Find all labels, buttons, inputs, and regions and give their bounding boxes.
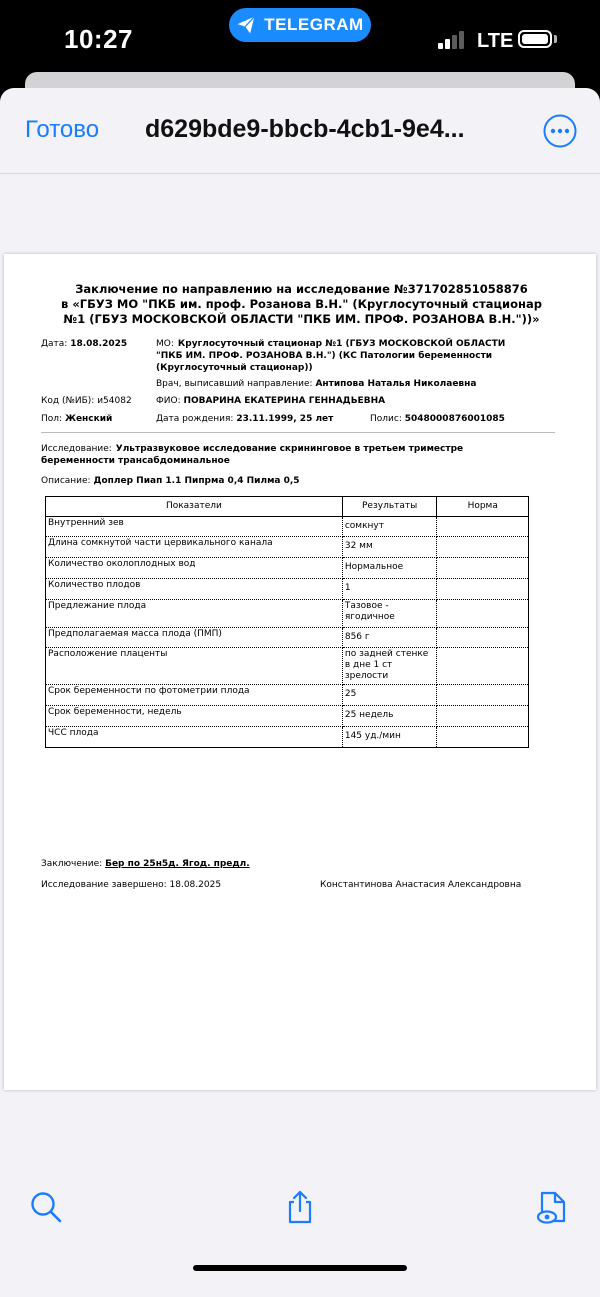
conclusion-field: Заключение: Бер по 25н5д. Ягод. предл.	[41, 859, 250, 869]
table-row	[46, 517, 529, 537]
doctor-field: Врач, выписавший направление: Антипова Наталья Николаевна	[156, 379, 477, 389]
done-button[interactable]: Готово	[25, 116, 100, 143]
document-title: d629bde9-bbcb-4cb1-9e4...	[145, 115, 465, 143]
nav-bar	[0, 88, 600, 174]
norm-cell	[437, 600, 529, 628]
status-bar	[0, 0, 600, 80]
report-title-line: Заключение по направлению на исследование №371702851058876	[75, 282, 528, 296]
description-field: Описание: Доплер Пиап 1.1 Пипрма 0,4 Пилма 0,5	[41, 476, 300, 486]
norm-cell	[437, 648, 529, 685]
param-cell: Количество околоплодных вод	[46, 558, 343, 579]
param-cell: Длина сомкнутой части цервикального канала	[46, 537, 343, 558]
table-row	[46, 537, 529, 558]
result-cell: 25	[342, 685, 437, 706]
preview-document-icon[interactable]	[533, 1189, 571, 1227]
table-row	[46, 727, 529, 748]
cellular-signal-icon	[438, 31, 468, 49]
table-row	[46, 628, 529, 648]
policy-field: Полис: 5048000876001085	[370, 414, 505, 424]
divider	[41, 432, 555, 433]
date-field: Дата: 18.08.2025	[41, 339, 128, 349]
result-cell: 145 уд./мин	[342, 727, 437, 748]
norm-cell	[437, 558, 529, 579]
mo-field: МО: Круглосуточный стационар №1 (ГБУЗ МОСКОВСКОЙ ОБЛАСТИ "ПКБ ИМ. ПРОФ. РОЗАНОВА В.Н.") (КС Патологии беременности (Круглосуточный стационар))	[156, 339, 506, 373]
dob-field: Дата рождения: 23.11.1999, 25 лет	[156, 414, 334, 424]
signer-name: Константинова Анастасия Александровна	[320, 880, 522, 890]
exam-field: Исследование: Ультразвуковое исследование скрининговое в третьем триместре беременности трансабдоминальное	[41, 444, 464, 466]
header-parameter: Показатели	[46, 497, 343, 517]
table-row	[46, 558, 529, 579]
param-cell: Предлежание плода	[46, 600, 343, 628]
norm-cell	[437, 706, 529, 727]
sex-field: Пол: Женский	[41, 414, 113, 424]
document-preview-sheet	[0, 88, 600, 1297]
report-title-line: №1 (ГБУЗ МОСКОВСКОЙ ОБЛАСТИ "ПКБ ИМ. ПРОФ. РОЗАНОВА В.Н."))»	[63, 312, 540, 326]
result-cell: 856 г	[342, 628, 437, 648]
result-cell: Нормальное	[342, 558, 437, 579]
telegram-return-pill[interactable]	[229, 8, 371, 42]
param-cell: Срок беременности по фотометрии плода	[46, 685, 343, 706]
result-cell: 25 недель	[342, 706, 437, 727]
param-cell: ЧСС плода	[46, 727, 343, 748]
param-cell: Срок беременности, недель	[46, 706, 343, 727]
home-indicator[interactable]	[193, 1265, 407, 1271]
result-cell: 1	[342, 579, 437, 600]
status-time: 10:27	[64, 24, 133, 54]
result-cell: по задней стенке в дне 1 ст зрелости	[342, 648, 437, 685]
norm-cell	[437, 537, 529, 558]
norm-cell	[437, 579, 529, 600]
table-row	[46, 706, 529, 727]
norm-cell	[437, 685, 529, 706]
paper-plane-icon	[236, 15, 256, 35]
result-cell: Тазовое - ягодичное	[342, 600, 437, 628]
param-cell: Расположение плаценты	[46, 648, 343, 685]
document-page[interactable]	[4, 254, 596, 1090]
table-header-row	[46, 497, 529, 517]
param-cell: Количество плодов	[46, 579, 343, 600]
results-table	[45, 496, 529, 748]
telegram-pill-label: TELEGRAM	[264, 15, 364, 34]
result-cell: 32 мм	[342, 537, 437, 558]
table-row	[46, 579, 529, 600]
search-icon[interactable]	[28, 1189, 64, 1225]
code-field: Код (№ИБ): и54082	[41, 396, 132, 406]
result-cell: сомкнут	[342, 517, 437, 537]
battery-icon	[518, 30, 552, 48]
table-row	[46, 648, 529, 685]
param-cell: Внутренний зев	[46, 517, 343, 537]
norm-cell	[437, 628, 529, 648]
param-cell: Предполагаемая масса плода (ПМП)	[46, 628, 343, 648]
norm-cell	[437, 727, 529, 748]
bottom-toolbar	[0, 1168, 600, 1297]
battery-cap	[554, 35, 557, 43]
table-row	[46, 685, 529, 706]
header-norm: Норма	[437, 497, 529, 517]
header-result: Результаты	[342, 497, 437, 517]
report-title	[34, 282, 569, 327]
share-icon[interactable]	[282, 1189, 318, 1225]
completed-field: Исследование завершено: 18.08.2025	[41, 880, 222, 890]
table-row	[46, 600, 529, 628]
norm-cell	[437, 517, 529, 537]
ellipsis-circle-icon[interactable]	[543, 114, 577, 148]
report-title-line: в «ГБУЗ МО "ПКБ им. проф. Розанова В.Н." (Круглосуточный стационар	[61, 297, 542, 311]
network-type: LTE	[477, 30, 514, 52]
fio-field: ФИО: ПОВАРИНА ЕКАТЕРИНА ГЕННАДЬЕВНА	[156, 396, 386, 406]
nav-separator	[0, 173, 600, 174]
